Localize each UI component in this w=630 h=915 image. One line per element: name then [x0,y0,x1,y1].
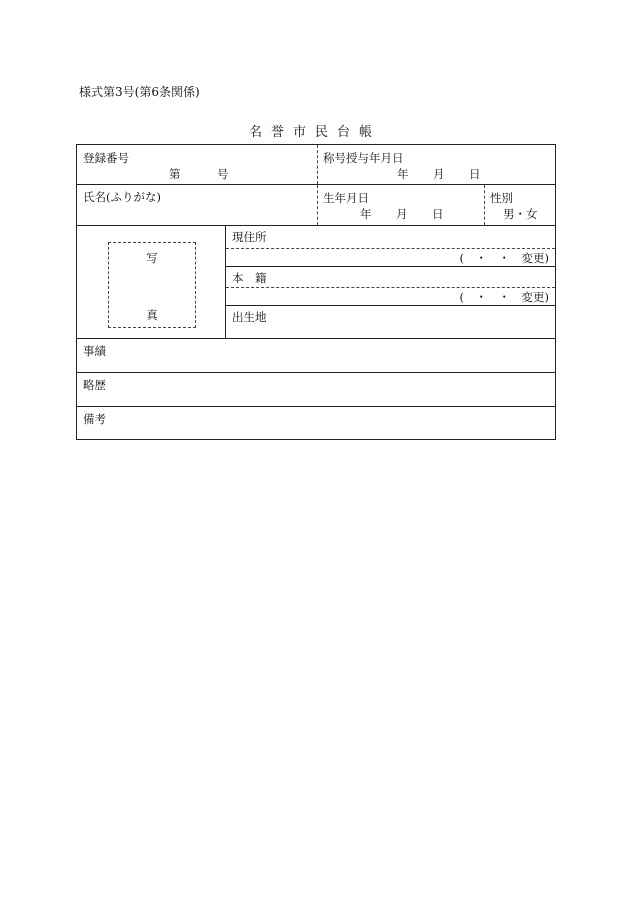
career-label: 略歴 [83,378,106,392]
birth-date-year: 年 [360,207,372,221]
form-number: 様式第3号(第6条関係) [79,85,200,99]
row1-divider [317,145,318,184]
current-address-dashline [226,248,555,249]
current-address-label: 現住所 [232,230,267,244]
award-date-year: 年 [397,167,409,181]
birthplace-label: 出生地 [232,310,267,324]
photo-column-divider [225,225,226,338]
address-divider [226,266,555,267]
photo-placeholder [108,242,196,328]
domicile-dashline [226,287,555,288]
name-label: 氏名(ふりがな) [83,190,161,204]
row-divider [77,372,555,373]
domicile-change-note: ( ・ ・ 変更) [459,290,549,304]
registration-number-label: 登録番号 [83,151,129,165]
row2-divider-2 [484,185,485,225]
document-title: 名誉市民台帳 [248,125,381,140]
birth-date-label: 生年月日 [323,191,369,205]
domicile-divider [226,305,555,306]
row-divider [77,406,555,407]
gender-label: 性別 [490,191,513,205]
award-date-month: 月 [433,167,445,181]
domicile-label: 本 籍 [232,271,267,285]
photo-label-top: 写 [146,251,158,265]
remarks-label: 備考 [83,412,106,426]
achievements-label: 事績 [83,344,106,358]
award-date-label: 称号授与年月日 [323,151,404,165]
birth-date-day: 日 [432,207,444,221]
award-date-day: 日 [469,167,481,181]
birth-date-month: 月 [396,207,408,221]
row2-divider-1 [317,185,318,225]
row-divider [77,225,555,226]
row-divider [77,338,555,339]
registry-table [76,144,556,440]
registration-number-prefix: 第 [169,167,181,181]
gender-options: 男・女 [503,207,538,221]
current-address-change-note: ( ・ ・ 変更) [459,251,549,265]
photo-label-bottom: 真 [146,308,158,322]
registration-number-suffix: 号 [217,167,229,181]
